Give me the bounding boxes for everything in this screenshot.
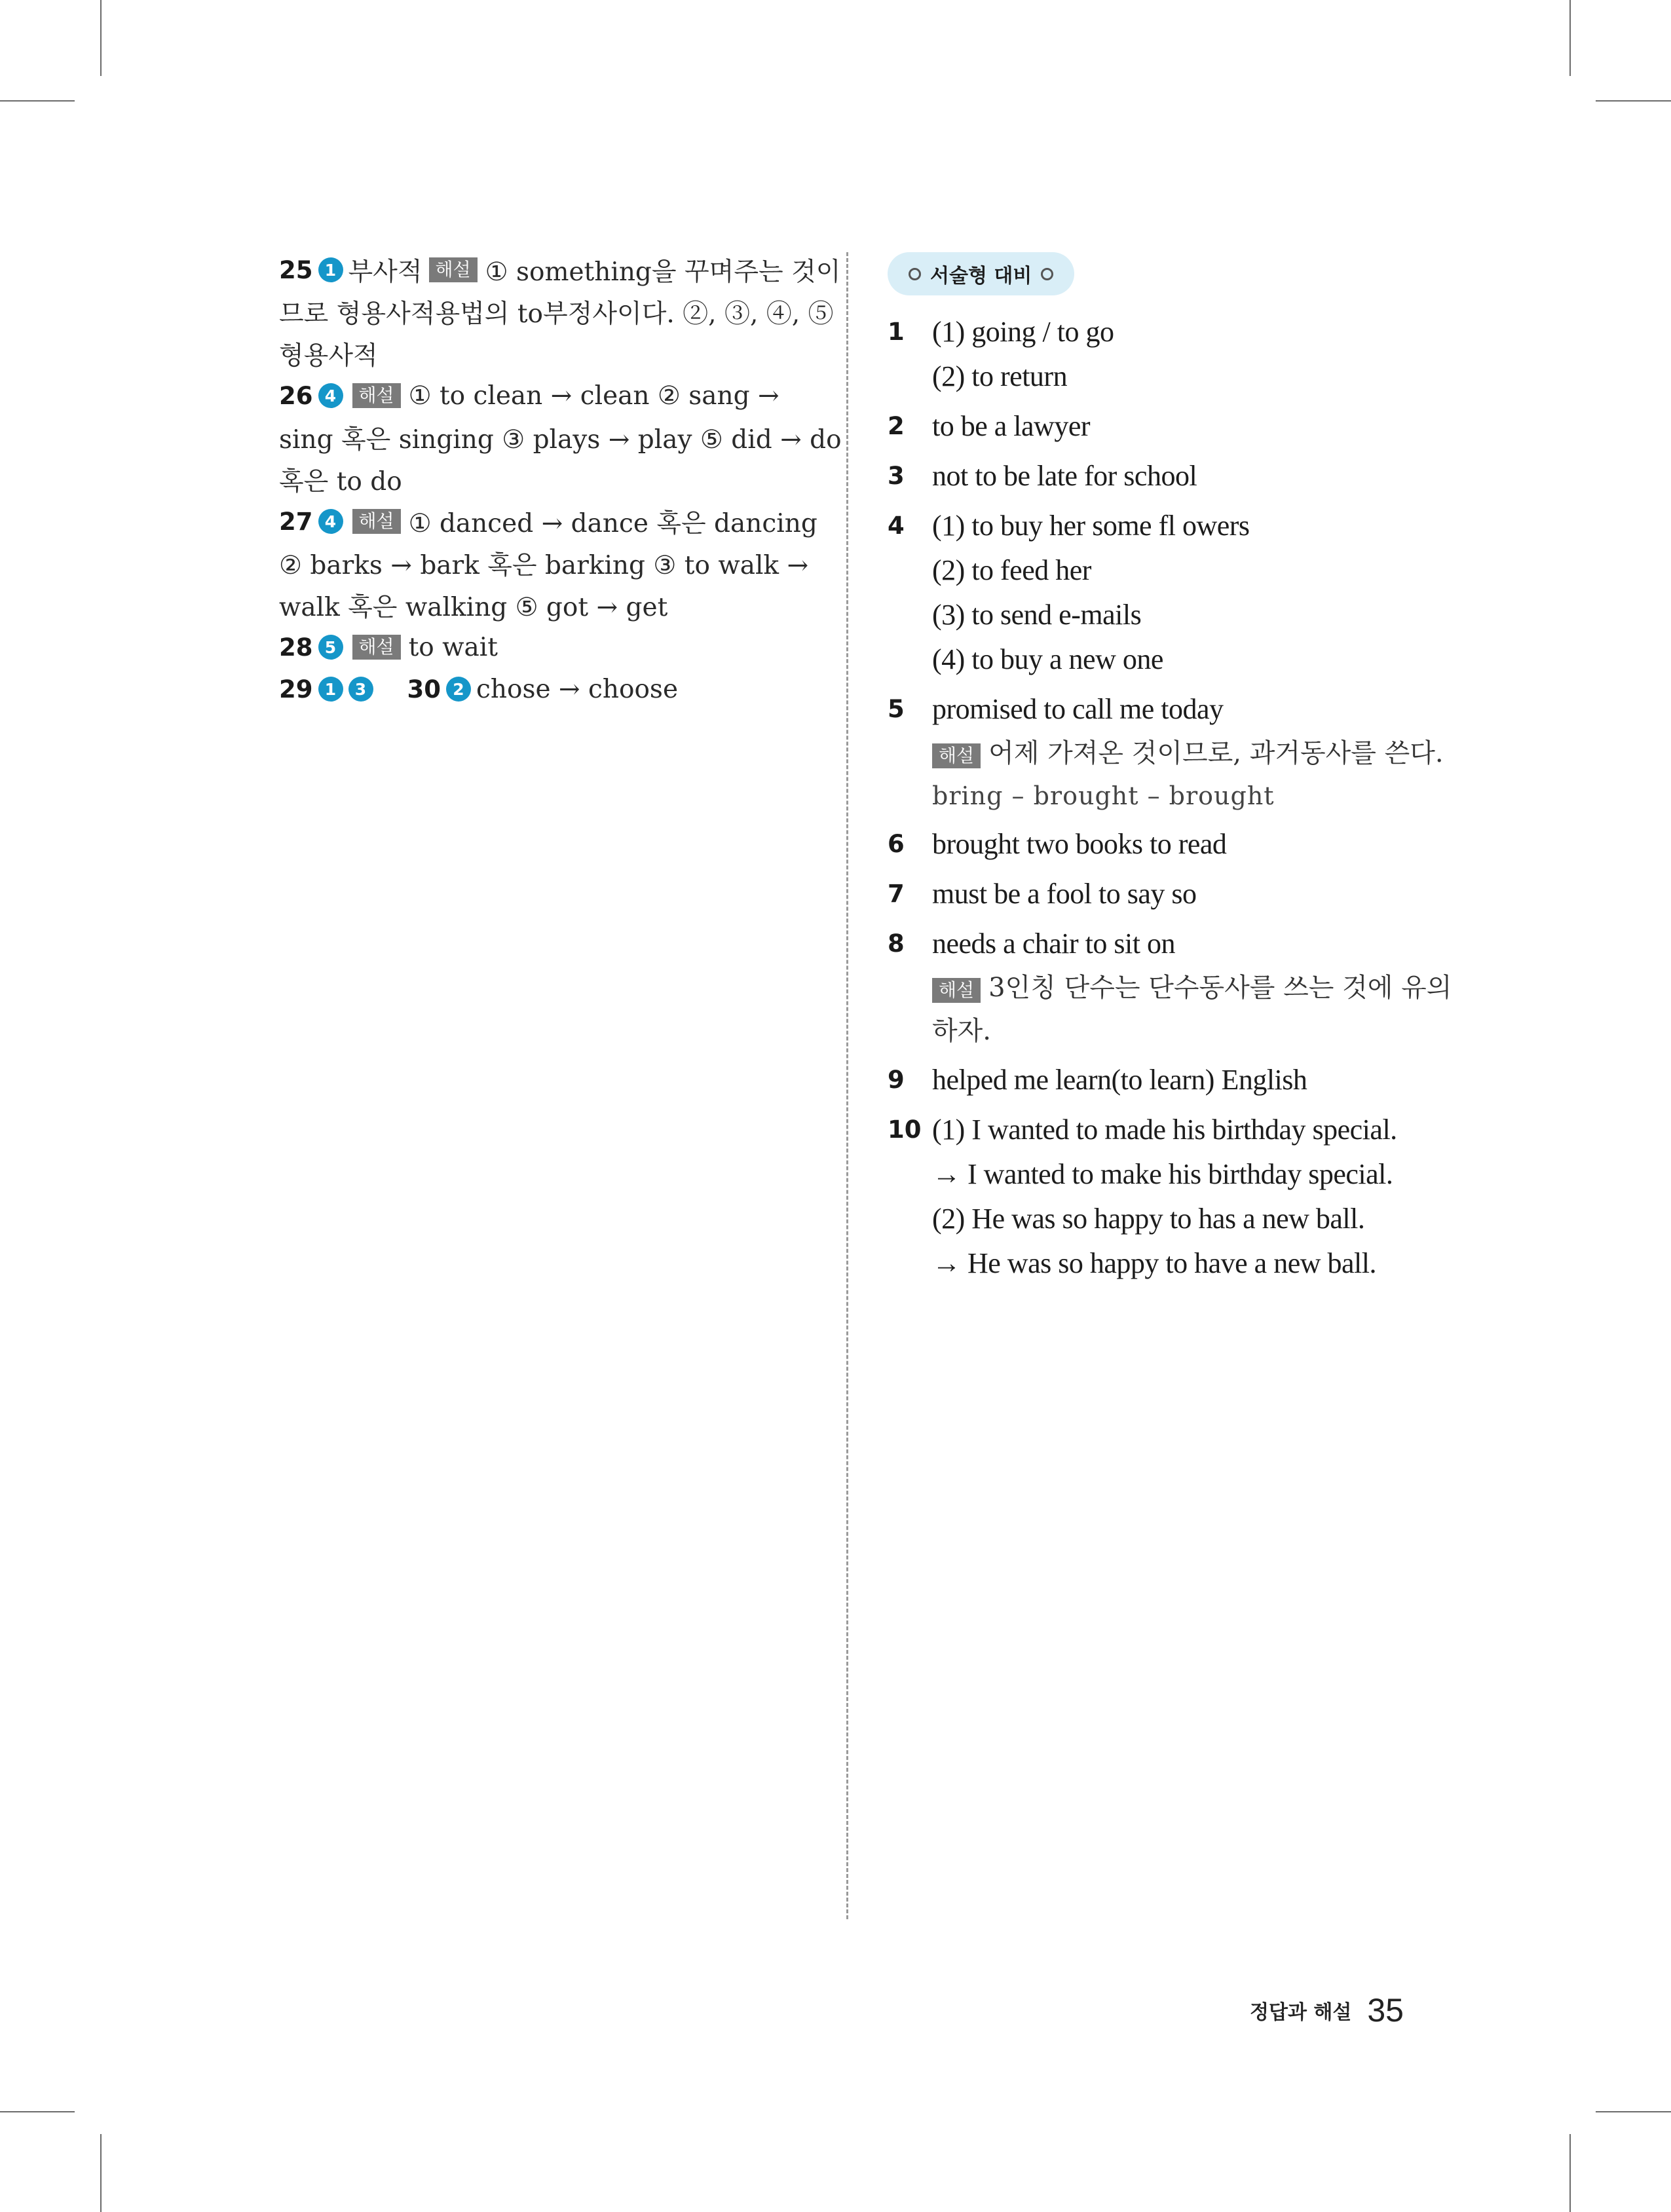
answer-line [279, 542, 816, 584]
left-answer-column [279, 249, 842, 710]
answer-line [932, 404, 1438, 449]
answer-text: sing 혹은 singing ③ plays → play ⑤ did → do [279, 425, 842, 455]
explanation-note [932, 1009, 1438, 1053]
explanation-badge: 해설 [352, 635, 401, 660]
answer-text: 므로 형용사적용법의 to부정사이다. ②, ③, ④, ⑤ [279, 299, 834, 329]
right-answer-column [888, 252, 1452, 1291]
footer-label: 정답과 해설 [1250, 2001, 1352, 2024]
line-text: (3) to send e-mails [932, 599, 1142, 631]
question-number: 30 [407, 675, 441, 703]
answer-line [932, 1197, 1438, 1241]
line-text: 어제 가져온 것이므로, 과거동사를 쓴다. [988, 738, 1444, 768]
explanation-badge: 해설 [429, 257, 478, 282]
answer-line [279, 459, 816, 500]
item-number: 1 [888, 318, 905, 346]
question-number: 27 [279, 507, 313, 536]
answer-choice-badge: 1 [318, 677, 343, 702]
circle-bullet-icon [909, 268, 921, 280]
answer-text: ① to clean → clean ② sang → [408, 381, 779, 411]
crop-mark [0, 100, 75, 102]
line-text: brought two books to read [932, 828, 1227, 860]
line-text: (1) I wanted to made his birthday special. [932, 1114, 1397, 1146]
item-number: 10 [888, 1115, 922, 1144]
answer-line [932, 822, 1438, 867]
descriptive-item [888, 504, 1438, 682]
descriptive-item [888, 872, 1438, 916]
answer-text: chose → choose [476, 674, 679, 704]
answer-line [279, 375, 816, 417]
answer-line [279, 500, 816, 542]
answer-line [932, 1058, 1438, 1102]
line-text: helped me learn(to learn) English [932, 1064, 1307, 1096]
answer-choice-badge: 4 [318, 383, 343, 408]
explanation-badge: 해설 [352, 383, 401, 408]
descriptive-item [888, 454, 1438, 498]
line-text: (1) going / to go [932, 316, 1114, 348]
explanation-badge: 해설 [932, 978, 981, 1003]
answer-line [932, 354, 1438, 399]
answer-line [932, 687, 1438, 732]
line-text: (4) to buy a new one [932, 643, 1163, 675]
answer-choice-badge: 3 [348, 677, 373, 702]
line-text: not to be late for school [932, 460, 1197, 492]
descriptive-item [888, 922, 1452, 1053]
verb-forms-line [932, 775, 1438, 817]
answer-line [279, 668, 816, 710]
question-number: 29 [279, 675, 313, 703]
item-number: 3 [888, 462, 905, 490]
answer-line [932, 872, 1438, 916]
answer-line [932, 593, 1438, 637]
descriptive-item [888, 404, 1438, 449]
crop-mark [1569, 2134, 1571, 2212]
descriptive-item [888, 687, 1444, 817]
item-number: 7 [888, 880, 905, 908]
answer-text: ① something을 꾸며주는 것이 [485, 257, 841, 287]
item-number: 4 [888, 512, 905, 540]
explanation-badge: 해설 [932, 743, 981, 768]
line-text: promised to call me today [932, 693, 1224, 725]
crop-mark [1569, 0, 1571, 76]
line-text: to be a lawyer [932, 410, 1090, 442]
answer-text: 형용사적 [279, 341, 378, 371]
answer-line [279, 584, 816, 626]
line-text: bring – brought – brought [932, 781, 1275, 810]
explanation-badge: 해설 [352, 509, 401, 534]
answer-text: 부사적 [348, 257, 422, 287]
line-text: (1) to buy her some fl owers [932, 510, 1250, 542]
answer-line [932, 1241, 1438, 1286]
answer-line [932, 637, 1438, 682]
descriptive-item [888, 822, 1438, 867]
explanation-note [932, 732, 1444, 775]
descriptive-answer-list [888, 310, 1452, 1286]
crop-mark [100, 0, 102, 76]
question-number: 25 [279, 255, 313, 284]
answer-line [932, 1108, 1438, 1152]
explanation-note [932, 966, 1452, 1009]
answer-choice-badge: 5 [318, 635, 343, 660]
line-text: 3인칭 단수는 단수동사를 쓰는 것에 유의 [988, 973, 1452, 1003]
answer-text: 혹은 to do [279, 467, 402, 497]
answer-text: walk 혹은 walking ⑤ got → get [279, 593, 668, 622]
answer-choice-badge: 4 [318, 509, 343, 534]
section-title: 서술형 대비 [930, 265, 1032, 288]
item-number: 5 [888, 695, 905, 723]
answer-line [279, 333, 816, 375]
answer-line [932, 548, 1438, 593]
answer-line [279, 249, 841, 291]
column-divider [846, 252, 848, 1919]
crop-mark [100, 2134, 102, 2212]
answer-choice-badge: 2 [446, 677, 471, 702]
item-number: 8 [888, 929, 905, 958]
line-text: (2) He was so happy to has a new ball. [932, 1203, 1365, 1235]
line-text: 하자. [932, 1016, 991, 1046]
line-text: (2) to feed her [932, 554, 1091, 586]
item-number: 2 [888, 412, 905, 440]
answer-line [932, 454, 1438, 498]
line-text: → He was so happy to have a new ball. [932, 1247, 1376, 1279]
page-footer [1250, 1991, 1404, 2029]
descriptive-item [888, 1108, 1438, 1286]
item-number: 9 [888, 1066, 905, 1094]
answer-text: ② barks → bark 혹은 barking ③ to walk → [279, 551, 809, 580]
answer-text: ① danced → dance 혹은 dancing [408, 509, 817, 538]
answer-line [932, 504, 1438, 548]
answer-choice-badge: 1 [318, 257, 343, 282]
section-title-pill [888, 252, 1074, 295]
answer-line [279, 291, 834, 333]
line-text: needs a chair to sit on [932, 928, 1175, 960]
line-text: (2) to return [932, 360, 1068, 392]
line-text: must be a fool to say so [932, 878, 1197, 910]
answer-line [279, 626, 816, 668]
item-number: 6 [888, 830, 905, 858]
answer-line [279, 417, 842, 459]
answer-text: to wait [408, 632, 498, 662]
answer-line [932, 1152, 1438, 1197]
crop-mark [1596, 100, 1671, 102]
descriptive-item [888, 1058, 1438, 1102]
question-number: 26 [279, 381, 313, 410]
answer-line [932, 922, 1438, 966]
crop-mark [1596, 2111, 1671, 2112]
page-number: 35 [1367, 1992, 1404, 2029]
descriptive-item [888, 310, 1438, 399]
crop-mark [0, 2111, 75, 2112]
circle-bullet-icon [1041, 268, 1053, 280]
question-number: 28 [279, 633, 313, 662]
answer-line [932, 310, 1438, 354]
line-text: → I wanted to make his birthday special. [932, 1158, 1393, 1190]
